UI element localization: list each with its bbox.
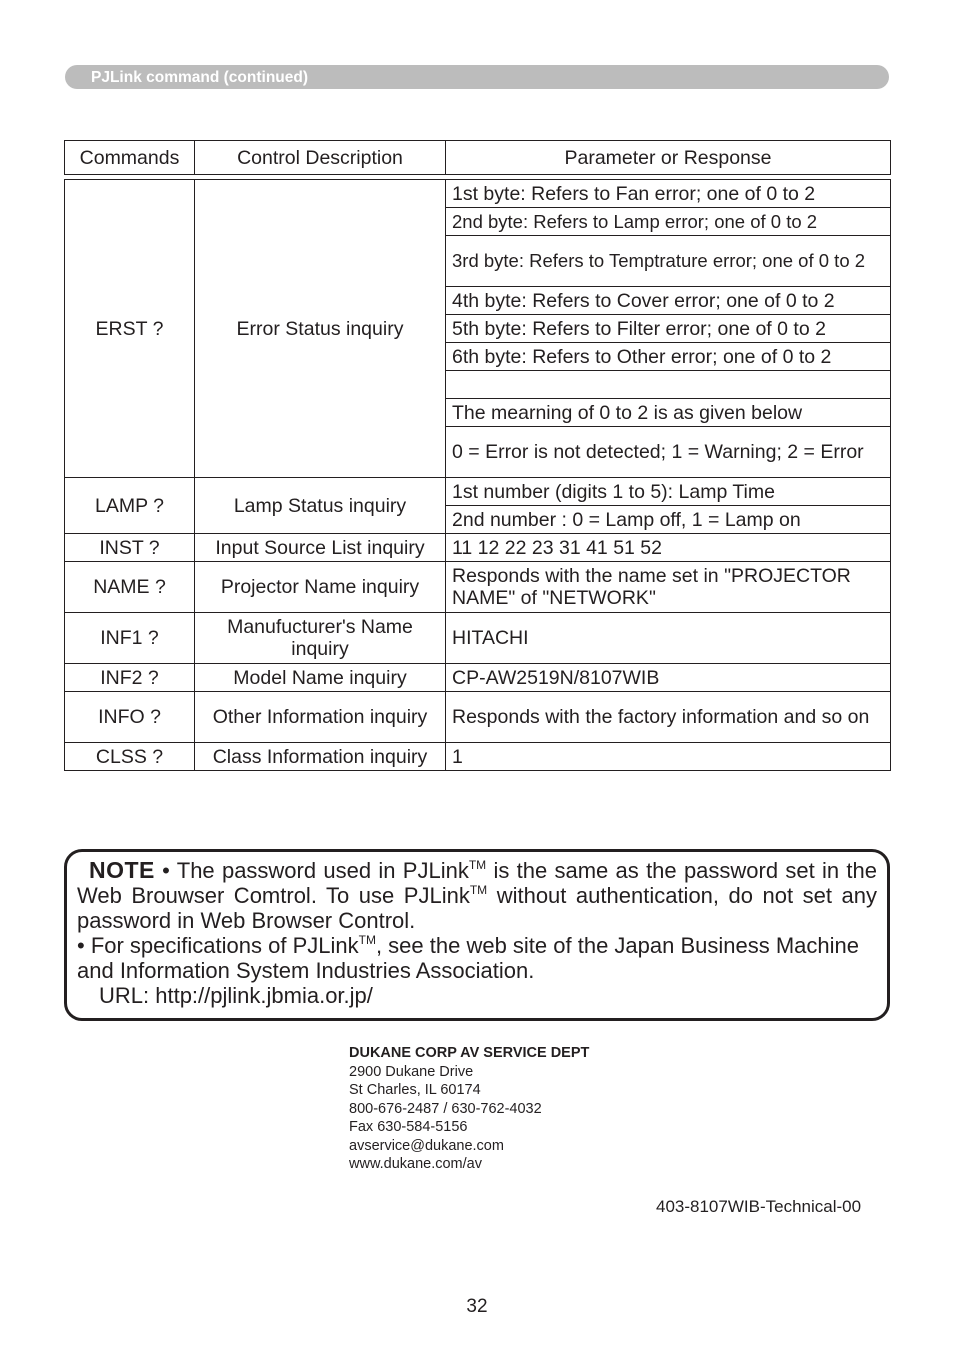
command-cell: ERST ? <box>65 180 195 478</box>
description-cell: Lamp Status inquiry <box>195 478 446 534</box>
page-number: 32 <box>466 1296 488 1317</box>
phone-numbers: 800-676-2487 / 630-762-4032 <box>349 1100 542 1117</box>
table-row <box>65 478 891 506</box>
description-cell: Manufucturer's Name inquiry <box>195 613 446 664</box>
description-cell: Projector Name inquiry <box>195 562 446 613</box>
command-cell: NAME ? <box>65 562 195 613</box>
parameter-cell: 11 12 22 23 31 41 51 52 <box>446 534 891 562</box>
parameter-cell: CP-AW2519N/8107WIB <box>446 664 891 692</box>
trademark-mark: TM <box>358 933 376 947</box>
contact-address <box>349 1044 589 1174</box>
website-address: www.dukane.com/av <box>349 1156 482 1172</box>
table-row <box>65 562 891 613</box>
parameter-cell: 0 = Error is not detected; 1 = Warning; 2 = Error <box>446 427 891 478</box>
note-box <box>64 849 890 1021</box>
parameter-cell: 2nd number : 0 = Lamp off, 1 = Lamp on <box>446 506 891 534</box>
city-state-zip: St Charles, IL 60174 <box>349 1082 481 1098</box>
parameter-cell: 1st number (digits 1 to 5): Lamp Time <box>446 478 891 506</box>
parameter-cell: 6th byte: Refers to Other error; one of 0 to 2 <box>446 343 891 371</box>
note-url: URL: http://pjlink.jbmia.or.jp/ <box>99 983 373 1008</box>
column-header-parameter: Parameter or Response <box>446 141 891 175</box>
column-header-commands: Commands <box>65 141 195 175</box>
command-cell: LAMP ? <box>65 478 195 534</box>
parameter-cell: 5th byte: Refers to Filter error; one of 0 to 2 <box>446 315 891 343</box>
parameter-cell: 2nd byte: Refers to Lamp error; one of 0 to 2 <box>446 208 891 236</box>
note-paragraph-specifications: • For specifications of PJLink™, see the web site of the Japan Business Machine and Information System Industries Association. <box>77 933 860 983</box>
parameter-cell: Responds with the factory information and so on <box>446 692 891 743</box>
description-cell: Input Source List inquiry <box>195 534 446 562</box>
section-title: PJLink command (continued) <box>91 69 309 86</box>
table-row <box>65 534 891 562</box>
trademark-mark: TM <box>468 858 487 872</box>
note-paragraph-password: NOTE • The password used in PJLink™ is the same as the password set in the Web Brouwser Comtrol. To use PJLink™ without authentication, do not set any password in Web Browser Control. <box>77 857 877 933</box>
command-cell: INF1 ? <box>65 613 195 664</box>
table-row <box>65 692 891 743</box>
command-cell: INFO ? <box>65 692 195 743</box>
fax-number: Fax 630-584-5156 <box>349 1119 468 1135</box>
parameter-cell: 4th byte: Refers to Cover error; one of 0 to 2 <box>446 287 891 315</box>
parameter-cell: 1st byte: Refers to Fan error; one of 0 to 2 <box>446 180 891 208</box>
trademark-mark: TM <box>469 883 488 897</box>
command-cell: INST ? <box>65 534 195 562</box>
street-address: 2900 Dukane Drive <box>349 1063 474 1080</box>
command-table <box>64 179 891 771</box>
description-cell: Other Information inquiry <box>195 692 446 743</box>
table-row <box>65 664 891 692</box>
parameter-cell: 1 <box>446 743 891 771</box>
note-title: NOTE <box>89 857 155 883</box>
command-cell: INF2 ? <box>65 664 195 692</box>
company-name: DUKANE CORP AV SERVICE DEPT <box>349 1045 590 1061</box>
table-row <box>65 613 891 664</box>
parameter-cell: Responds with the name set in "PROJECTOR NAME" of "NETWORK" <box>446 562 891 613</box>
parameter-cell: 3rd byte: Refers to Temptrature error; one of 0 to 2 <box>446 236 891 287</box>
command-cell: CLSS ? <box>65 743 195 771</box>
description-cell: Model Name inquiry <box>195 664 446 692</box>
section-header-bar <box>65 65 889 89</box>
table-row <box>65 180 891 208</box>
column-header-description: Control Description <box>195 141 446 175</box>
email-address: avservice@dukane.com <box>349 1137 504 1154</box>
document-number: 403-8107WIB-Technical-00 <box>656 1197 862 1216</box>
parameter-cell: HITACHI <box>446 613 891 664</box>
parameter-cell: The mearning of 0 to 2 is as given below <box>446 399 891 427</box>
command-table-header <box>64 140 891 175</box>
description-cell: Class Information inquiry <box>195 743 446 771</box>
description-cell: Error Status inquiry <box>195 180 446 478</box>
table-row <box>65 743 891 771</box>
parameter-cell-empty <box>446 371 891 399</box>
